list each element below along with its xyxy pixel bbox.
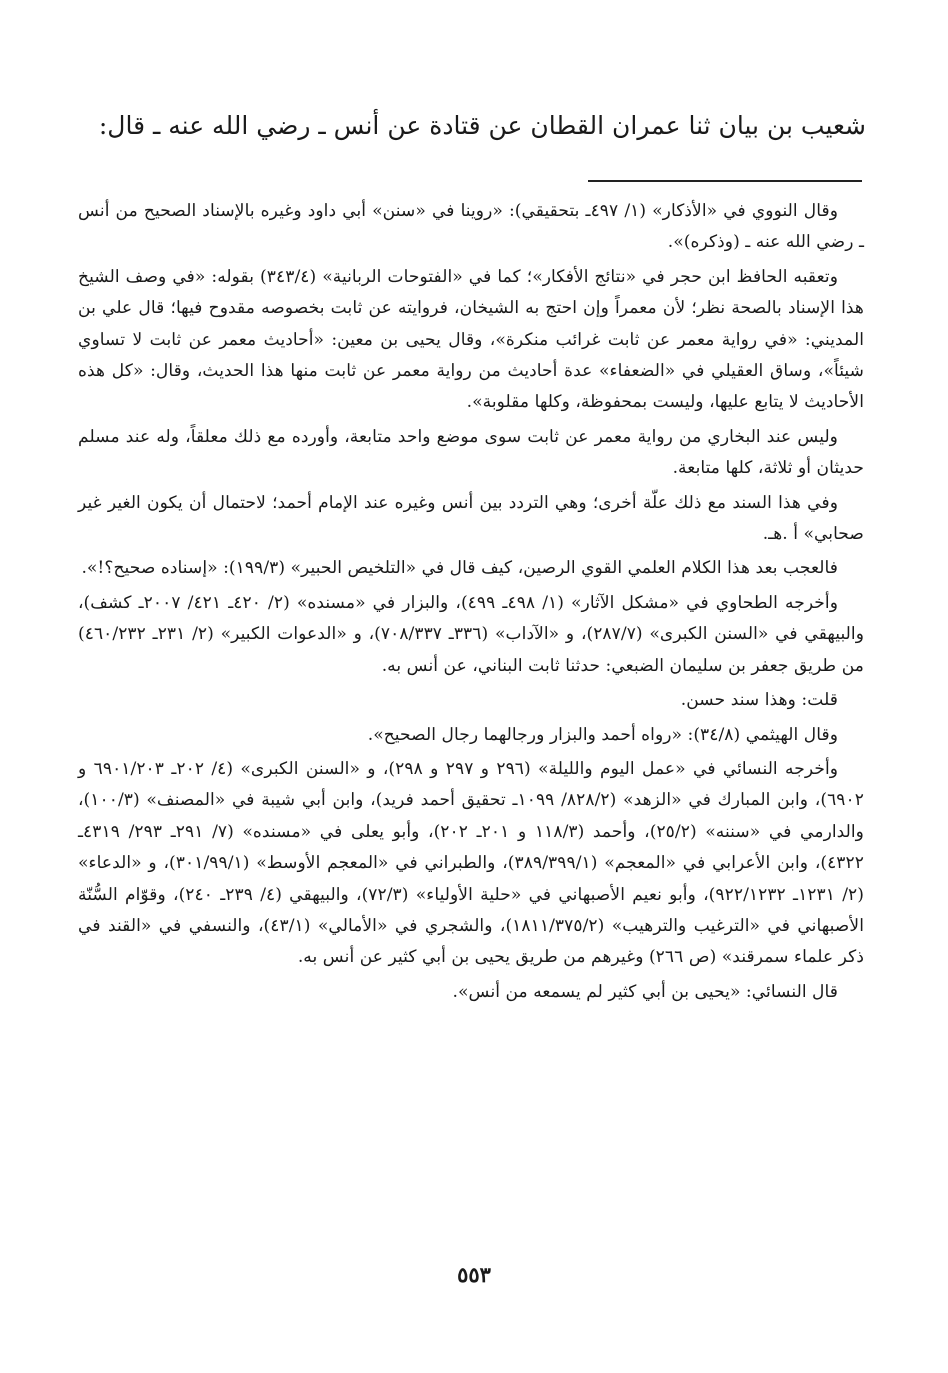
footnote-paragraph: قلت: وهذا سند حسن. [680, 690, 838, 711]
footnotes-block [78, 196, 864, 1011]
footnote-paragraph: وقال الهيثمي (٣٤/٨): «رواه أحمد والبزار ورجالهما رجال الصحيح». [367, 724, 838, 745]
footnote-paragraph: وقال النووي في «الأذكار» (١/ ٤٩٧ـ بتحقيقي): «روينا في «سنن» أبي داود وغيره بالإسناد الصحيح من أنس ـ رضي الله عنه ـ (وذكره)». [78, 201, 864, 253]
footnote-paragraph: وفي هذا السند مع ذلك علّة أخرى؛ وهي التردد بين أنس وغيره عند الإمام أحمد؛ لاحتمال أن يكون الغير غير صحابي» أ .هـ. [78, 492, 864, 545]
page-number: ٥٥٣ [457, 1262, 491, 1287]
footnote-paragraph: وتعقبه الحافظ ابن حجر في «نتائج الأفكار»؛ كما في «الفتوحات الربانية» (٣٤٣/٤) بقوله: «في وصف الشيخ هذا الإسناد بالصحة نظر؛ لأن معمراً وإن احتج به الشيخان، فروايته عن ثابت بخصوصه مقدوح فيها؛ قال علي بن المديني: «في رواية معمر عن ثابت غرائب منكرة»، وقال يحيى بن معين: «أحاديث معمر عن ثابت لا تساوي شيئاً»، وساق العقيلي في «الضعفاء» عدة أحاديث من رواية معمر عن ثابت منها هذا الحديث، وقال: «كل هذه الأحاديث لا يتابع عليها، وليست بمحفوظة، وكلها مقلوبة». [78, 266, 864, 413]
footnote-paragraph: قال النسائي: «يحيى بن أبي كثير لم يسمعه من أنس». [452, 981, 838, 1002]
footnote-paragraph: وليس عند البخاري من رواية معمر عن ثابت سوى موضع واحد متابعة، وأورده مع ذلك معلقاً، وله عند مسلم حديثان أو ثلاثة، كلها متابعة. [78, 426, 864, 479]
footnote-paragraph: وأخرجه النسائي في «عمل اليوم والليلة» (٢٩٦ و ٢٩٧ و ٢٩٨)، و «السنن الكبرى» (٤/ ٢٠٢ـ ٦٩٠١/٢٠٣ و ٦٩٠٢)، وابن المبارك في «الزهد» (٨٢٨/٢/ ١٠٩٩ـ تحقيق أحمد فريد)، وابن أبي شيبة في «المصنف» (١٠٠/٣)، والدارمي في «سننه» (٢٥/٢)، وأحمد (١١٨/٣ و ٢٠١ـ ٢٠٢)، وأبو يعلى في «مسنده» (٧/ ٢٩١ـ ٢٩٣/ ٤٣١٩ـ ٤٣٢٢)، وابن الأعرابي في «المعجم» (٣٨٩/٣٩٩/١)، والطبراني في «المعجم الأوسط» (٣٠١/٩٩/١)، و «الدعاء» (٢/ ١٢٣١ـ ٩٢٢/١٢٣٢)، وأبو نعيم الأصبهاني في «حلية الأولياء» (٧٢/٣)، والبيهقي (٤/ ٢٣٩ـ ٢٤٠)، وقوّام السُّنّة الأصبهاني في «الترغيب والترهيب» (١٨١١/٣٧٥/٢)، والشجري في «الأمالي» (٤٣/١)، والنسفي في «القند في ذكر علماء سمرقند» (ص ٢٦٦) وغيرهم من طريق يحيى بن أبي كثير عن أنس به. [78, 758, 865, 968]
footnote-separator [588, 180, 862, 182]
main-text-line: شعيب بن بيان ثنا عمران القطان عن قتادة عن أنس ـ رضي الله عنه ـ قال: [98, 111, 866, 140]
footnote-paragraph: وأخرجه الطحاوي في «مشكل الآثار» (١/ ٤٩٨ـ ٤٩٩)، والبزار في «مسنده» (٢/ ٤٢٠ـ ٤٢١/ ٢٠٠٧ـ كشف)، والبيهقي في «السنن الكبرى» (٢٨٧/٧)، و «الآداب» (٣٣٦ـ ٧٠٨/٣٣٧)، و «الدعوات الكبير» (٢/ ٢٣١ـ ٤٦٠/٢٣٢) من طريق جعفر بن سليمان الضبعي: حدثنا ثابت البناني، عن أنس به. [78, 592, 864, 676]
footnote-paragraph: فالعجب بعد هذا الكلام العلمي القوي الرصين، كيف قال في «التلخيص الحبير» (١٩٩/٣): «إسناده صحيح؟!». [81, 558, 838, 579]
